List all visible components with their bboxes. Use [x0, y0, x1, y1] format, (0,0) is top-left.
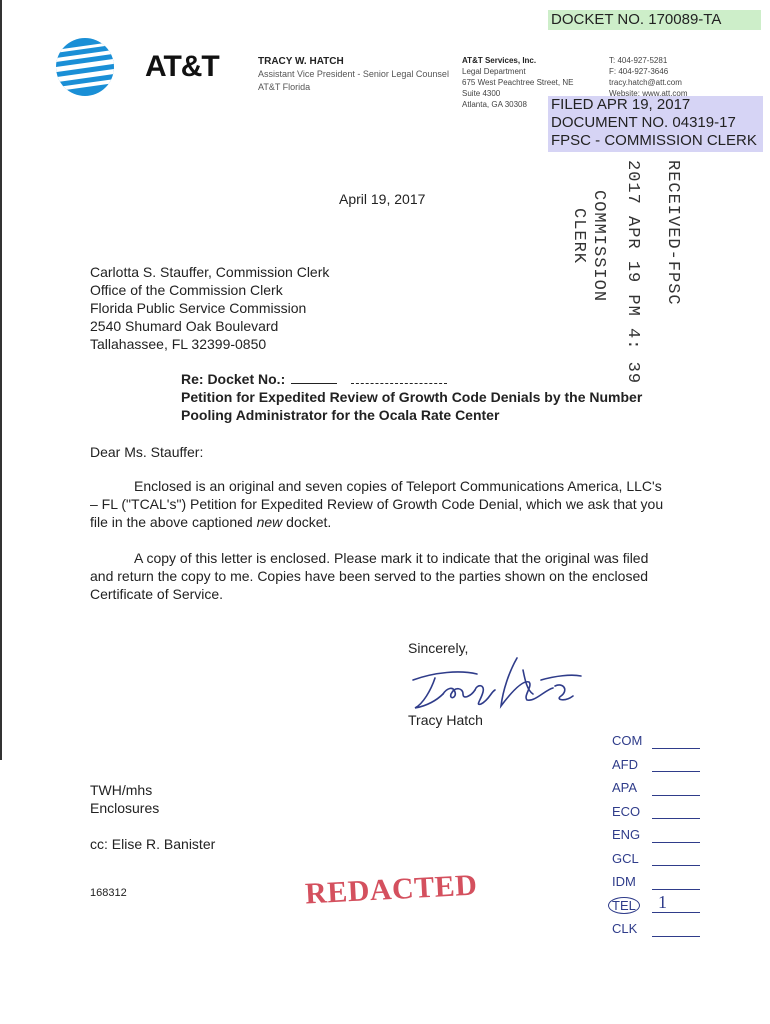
- routing-row: [612, 800, 700, 824]
- re-label: Re: Docket No.:: [181, 371, 286, 387]
- routing-handwritten-mark: 1: [658, 891, 667, 912]
- routing-row: [612, 729, 700, 753]
- recipient-line: 2540 Shumard Oak Boulevard: [90, 318, 279, 334]
- company-name: AT&T Services, Inc.: [462, 56, 537, 65]
- routing-blank: [652, 734, 700, 749]
- typist-initials-block: [90, 781, 159, 817]
- routing-code: GCL: [612, 850, 639, 866]
- routing-row: [612, 753, 700, 777]
- page-edge-line: [0, 0, 2, 760]
- salutation: Dear Ms. Stauffer:: [90, 444, 204, 460]
- received-stamp-title: RECEIVED-FPSC: [663, 160, 682, 306]
- routing-blank: [652, 757, 700, 772]
- filing-stamp: [548, 96, 763, 152]
- routing-row: [612, 776, 700, 800]
- routing-row: [612, 870, 700, 894]
- city-state-zip: Atlanta, GA 30308: [462, 100, 527, 109]
- docket-dashed-line: [351, 371, 447, 384]
- department: Legal Department: [462, 67, 526, 76]
- routing-code: ENG: [612, 827, 641, 842]
- signer-name: Tracy Hatch: [408, 712, 483, 728]
- recipient-line: Tallahassee, FL 32399-0850: [90, 336, 267, 352]
- routing-blank: [652, 781, 700, 796]
- routing-code: CLK: [612, 921, 638, 936]
- website: Website: www.att.com: [609, 89, 688, 98]
- closing: Sincerely,: [408, 640, 469, 656]
- enclosures-note: Enclosures: [90, 800, 160, 816]
- letter-date: April 19, 2017: [339, 191, 426, 207]
- document-number: DOCUMENT NO. 04319-17: [551, 114, 736, 131]
- suite: Suite 4300: [462, 89, 501, 98]
- att-globe-logo: [55, 37, 115, 97]
- routing-row: [612, 891, 700, 918]
- routing-blank: [652, 851, 700, 866]
- routing-blank: [652, 891, 700, 913]
- reference-number: 168312: [90, 887, 127, 899]
- typist-initials: TWH/mhs: [90, 782, 153, 798]
- recipient-line: Carlotta S. Stauffer, Commission Clerk: [90, 264, 330, 280]
- routing-code: ECO: [612, 803, 641, 819]
- received-stamp-commission: COMMISSION: [589, 190, 608, 303]
- subject-block: [181, 370, 642, 424]
- address-block: [462, 55, 573, 110]
- routing-row: [612, 847, 700, 871]
- handwritten-signature: [405, 650, 585, 714]
- routing-blank: [652, 922, 700, 937]
- docket-number-label: DOCKET NO. 170089-TA: [548, 10, 761, 30]
- email: tracy.hatch@att.com: [609, 78, 682, 87]
- fax: F: 404-927-3646: [609, 67, 669, 76]
- redacted-stamp: REDACTED: [304, 868, 479, 911]
- routing-blank: [652, 828, 700, 843]
- routing-code: IDM: [612, 874, 636, 889]
- filing-date: FILED APR 19, 2017: [551, 96, 691, 113]
- body-paragraph-1: Enclosed is an original and seven copies of Teleport Communications America, LLC's – FL ("TCAL's") Petition for Expedited Review of Growth Code Denial, which we ask that you file in the above captioned new docket.: [90, 478, 664, 530]
- routing-code: COM: [612, 733, 643, 748]
- docket-blank-line: [291, 371, 337, 384]
- routing-blank: [652, 875, 700, 890]
- street-address: 675 West Peachtree Street, NE: [462, 78, 574, 87]
- routing-row: [612, 823, 700, 847]
- recipient-line: Office of the Commission Clerk: [90, 282, 283, 298]
- received-stamp-datetime: 2017 APR 19 PM 4: 39: [623, 160, 642, 385]
- routing-code-circled: TEL: [608, 897, 640, 914]
- recipient-address: [90, 263, 329, 353]
- emphasis-new: new: [256, 514, 283, 530]
- body-paragraph-2: A copy of this letter is enclosed. Please mark it to indicate that the original was filed and return the copy to me. Copies have been served to the parties shown on the enclosed Certificate of Service.: [90, 550, 649, 602]
- subject-line-2: Pooling Administrator for the Ocala Rate Center: [181, 407, 500, 423]
- filing-clerk: FPSC - COMMISSION CLERK: [551, 132, 757, 149]
- att-wordmark: AT&T: [145, 50, 219, 83]
- sender-name: TRACY W. HATCH: [258, 56, 344, 67]
- contact-block: [609, 55, 688, 99]
- cc-line: cc: Elise R. Banister: [90, 836, 216, 852]
- routing-blank: [652, 804, 700, 819]
- subject-line-1: Petition for Expedited Review of Growth Code Denials by the Number: [181, 389, 643, 405]
- recipient-line: Florida Public Service Commission: [90, 300, 307, 316]
- sender-title: Assistant Vice President - Senior Legal Counsel: [258, 69, 449, 79]
- routing-code: APA: [612, 780, 638, 795]
- routing-row: [612, 917, 700, 941]
- received-stamp-clerk: CLERK: [569, 208, 588, 265]
- routing-list: [612, 729, 700, 941]
- routing-code: AFD: [612, 756, 638, 772]
- sender-org: AT&T Florida: [258, 82, 311, 92]
- phone: T: 404-927-5281: [609, 56, 668, 65]
- sender-block: [258, 55, 449, 94]
